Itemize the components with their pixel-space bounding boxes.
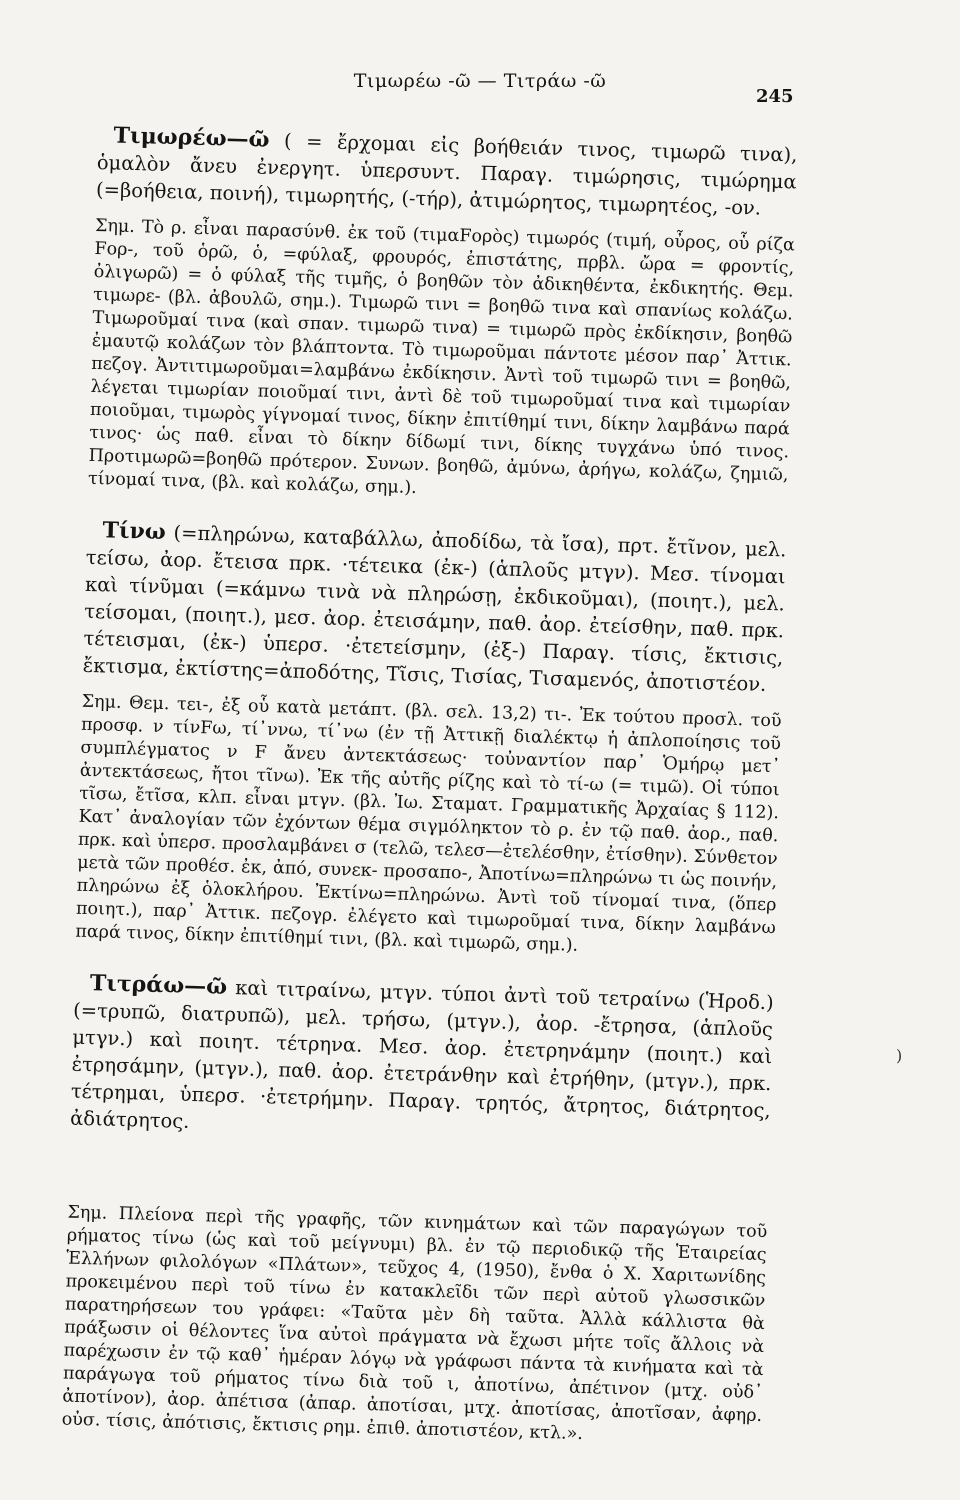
entry-text: (=πληρώνω, καταβάλλω, ἀποδίδω, τὰ ἴσα), πρτ. ἔτῖνον, μελ. τείσω, ἀορ. ἔτεισα πρκ. ·τέτεικα (ἐκ-) (ἁπλοῦς μτγν). Μεσ. τίνομαι καὶ τίνῦμαι (=κάμνω τινὰ νὰ πληρώσῃ, ἐκδικοῦμαι), (ποιητ.), μελ. τείσομαι, (ποιητ.), μεσ. ἀορ. ἐτεισάμην, παθ. ἀορ. ἐτείσθην, παθ. πρκ. τέτεισμαι, (ἐκ-) ὑπερσ. ·ἐτετείσμην, (ἐξ-) Παραγ. τίσις, ἔκτισις, ἔκτισμα, ἐκτίστης=ἀποδότης, Τῖσις, Τισίας, Τισαμενός, ἀποτιστέον. bbox=[82, 521, 787, 696]
entry-text: ( = ἔρχομαι εἰς βοήθειάν τινος, τιμωρῶ τινα), ὁμαλὸν ἄνευ ἐνεργητ. ὑπερσυντ. Παραγ. τιμώρησις, τιμώρημα (=βοήθεια, ποινή), τιμωρητής, (-τήρ), ἀτιμώρητος, τιμωρητέος, -ον. bbox=[95, 129, 798, 220]
page-number: 245 bbox=[756, 86, 794, 107]
entry-headword: Τίνω bbox=[102, 517, 167, 546]
running-title: Τιμωρέω -ῶ — Τιτράω -ῶ bbox=[353, 70, 607, 92]
entry-headword: Τιτράω—ῶ bbox=[89, 970, 228, 1000]
note-plato-reference: Σημ. Πλείονα περὶ τῆς γραφῆς, τῶν κινημάτων καὶ τῶν παραγώγων τοῦ ρήματος τίνω (ὡς καὶ τοῦ μείγνυμι) βλ. ἐν τῷ περιοδικῷ τῆς Ἑταιρείας Ἑλλήνων φιλολόγων «Πλάτων», τεῦχος 4, (1950), ἔνθα ὁ Χ. Χαριτωνίδης προκειμένου περὶ τοῦ τίνω ἐν κατακλεῖδι τῶν περὶ αὐτοῦ γλωσσικῶν παρατηρήσεων του γράφει: «Ταῦτα μὲν δὴ ταῦτα. Ἀλλὰ κάλλιστα θὰ πράξωσιν οἱ θέλοντες ἵνα αὐτοὶ πράγματα νὰ ἔχωσι μήτε τοῖς ἄλλοις νὰ παρέχωσιν ἐν τῷ καθ᾽ ἡμέραν λόγῳ νὰ γράφωσι πάντα τὰ κινήματα καὶ τὰ παράγωγα τοῦ ρήματος τίνω διὰ τοῦ ι, ἀποτίνω, ἀπέτινον (μτχ. οὐδ᾽ ἀποτίνον), ἀορ. ἀπέτισα (ἀπαρ. ἀποτίσαι, μτχ. ἀποτίσας, ἀποτῖσαν, ἀφηρ. οὐσ. τίσις, ἀπότισις, ἔκτισις ρημ. ἐπιθ. ἀποτιστέον, κτλ.». bbox=[61, 1202, 768, 1445]
page-body bbox=[61, 122, 798, 1469]
entry-tino bbox=[82, 517, 786, 698]
margin-mark: ) bbox=[896, 1046, 903, 1065]
entry-titrao bbox=[70, 970, 774, 1151]
entry-timoreo bbox=[96, 122, 798, 223]
entry-text: καὶ τιτραίνω, μτγν. τύποι ἀντὶ τοῦ τετραίνω (Ἡροδ.) (=τρυπῶ, διατρυπῶ), μελ. τρήσω, (μτγν.), ἀορ. -ἔτρησα, (ἁπλοῦς μτγν.) καὶ ποιητ. τέτρηνα. Μεσ. ἀορ. ἐτετρηνάμην (ποιητ.) καὶ ἐτρησάμην, (μτγν.), παθ. ἀορ. ἐτετράνθην καὶ ἐτρήθην, (μτγν.), πρκ. τέτρημαι, ὑπερσ. ·ἐτετρήμην. Παραγ. τρητός, ἄτρητος, διάτρητος, ἀδιάτρητος. bbox=[69, 976, 774, 1133]
note-tino: Σημ. Θεμ. τει-, ἐξ οὗ κατὰ μετάπτ. (βλ. σελ. 13,2) τι-. Ἐκ τούτου προσλ. τοῦ προσφ. ν τίνFω, τί᾽ννω, τί᾽νω (ἐν τῇ Ἀττικῇ διαλέκτῳ ἡ ἀπλοποίησις τοῦ συμπλέγματος ν F ἄνευ ἀντεκτάσεως· τοὐναντίον παρ᾽ Ὁμήρῳ μετ᾽ ἀντεκτάσεως, ἤτοι τῖνω). Ἐκ τῆς αὐτῆς ρίζης καὶ τὸ τί-ω (= τιμῶ). Οἱ τύποι τῖσω, ἔτῖσα, κλπ. εἶναι μτγν. (βλ. Ἰω. Σταματ. Γραμματικῆς Ἀρχαίας § 112). Κατ᾽ ἀναλογίαν τῶν ἐχόντων θέμα σιγμόληκτον τὸ ρ. ἐν τῷ παθ. ἀορ., παθ. πρκ. καὶ ὑπερσ. προσλαμβάνει σ (τελῶ, τελεσ—ἐτελέσθην, ἐτίσθην). Σύνθετον μετὰ τῶν προθέσ. ἐκ, ἀπό, συνεκ- προσαπο-, Ἀποτίνω=πληρώνω τι ὡς ποινήν, πληρώνω ἐξ ὁλοκλήρου. Ἐκτίνω=πληρώνω. Ἀντὶ τοῦ τίνομαί τινα, (ὅπερ ποιητ.), παρ᾽ Ἀττικ. πεζογρ. ἐλέγετο καὶ τιμωροῦμαί τινα, δίκην λαμβάνω παρά τινος, δίκην ἐπιτίθημί τινι, (βλ. καὶ τιμωρῶ, σημ.). bbox=[75, 691, 782, 956]
entry-headword: Τιμωρέω—ῶ bbox=[113, 122, 270, 153]
note-timoreo: Σημ. Τὸ ρ. εἶναι παρασύνθ. ἐκ τοῦ (τιμαFορὸς) τιμωρός (τιμή, οὖρος, οὗ ρίζα Fορ-, τοῦ ὁρῶ, ὁ, =φύλαξ, φρουρός, ἐπιστάτης, πρβλ. ὤρα = φροντίς, ὀλιγωρῶ) = ὁ φύλαξ τῆς τιμῆς, ὁ βοηθῶν τὸν ἀδικηθέντα, ἐκδικητής. Θεμ. τιμωρε- (βλ. ἀβουλῶ, σημ.). Τιμωρῶ τινι = βοηθῶ τινα καὶ σπανίως κολάζω. Τιμωροῦμαί τινα (καὶ σπαν. τιμωρῶ τινα) = τιμωρῶ πρὸς ἐκδίκησιν, βοηθῶ ἐμαυτῷ κολάζων τὸν βλάπτοντα. Τὸ τιμωροῦμαι πάντοτε μέσον παρ᾽ Ἀττικ. πεζογ. Ἀντιτιμωροῦμαι=λαμβάνω ἐκδίκησιν. Ἀντὶ τοῦ τιμωρῶ τινι = βοηθῶ, λέγεται τιμωρίαν ποιοῦμαί τινι, ἀντὶ δὲ τοῦ τιμωροῦμαί τινα καὶ τιμωρίαν ποιοῦμαι, τιμωρὸς γίγνομαί τινος, δίκην ἐπιτίθημί τινι, δίκην λαμβάνω παρά τινος· ὡς παθ. εἶναι τὸ δίκην δίδωμί τινι, δίκης τυγχάνω ὑπό τινος. Προτιμωρῶ=βοηθῶ πρότερον. Συνων. βοηθῶ, ἀμύνω, ἀρήγω, κολάζω, ζημιῶ, τίνομαί τινα, (βλ. καὶ κολάζω, σημ.). bbox=[87, 215, 796, 499]
